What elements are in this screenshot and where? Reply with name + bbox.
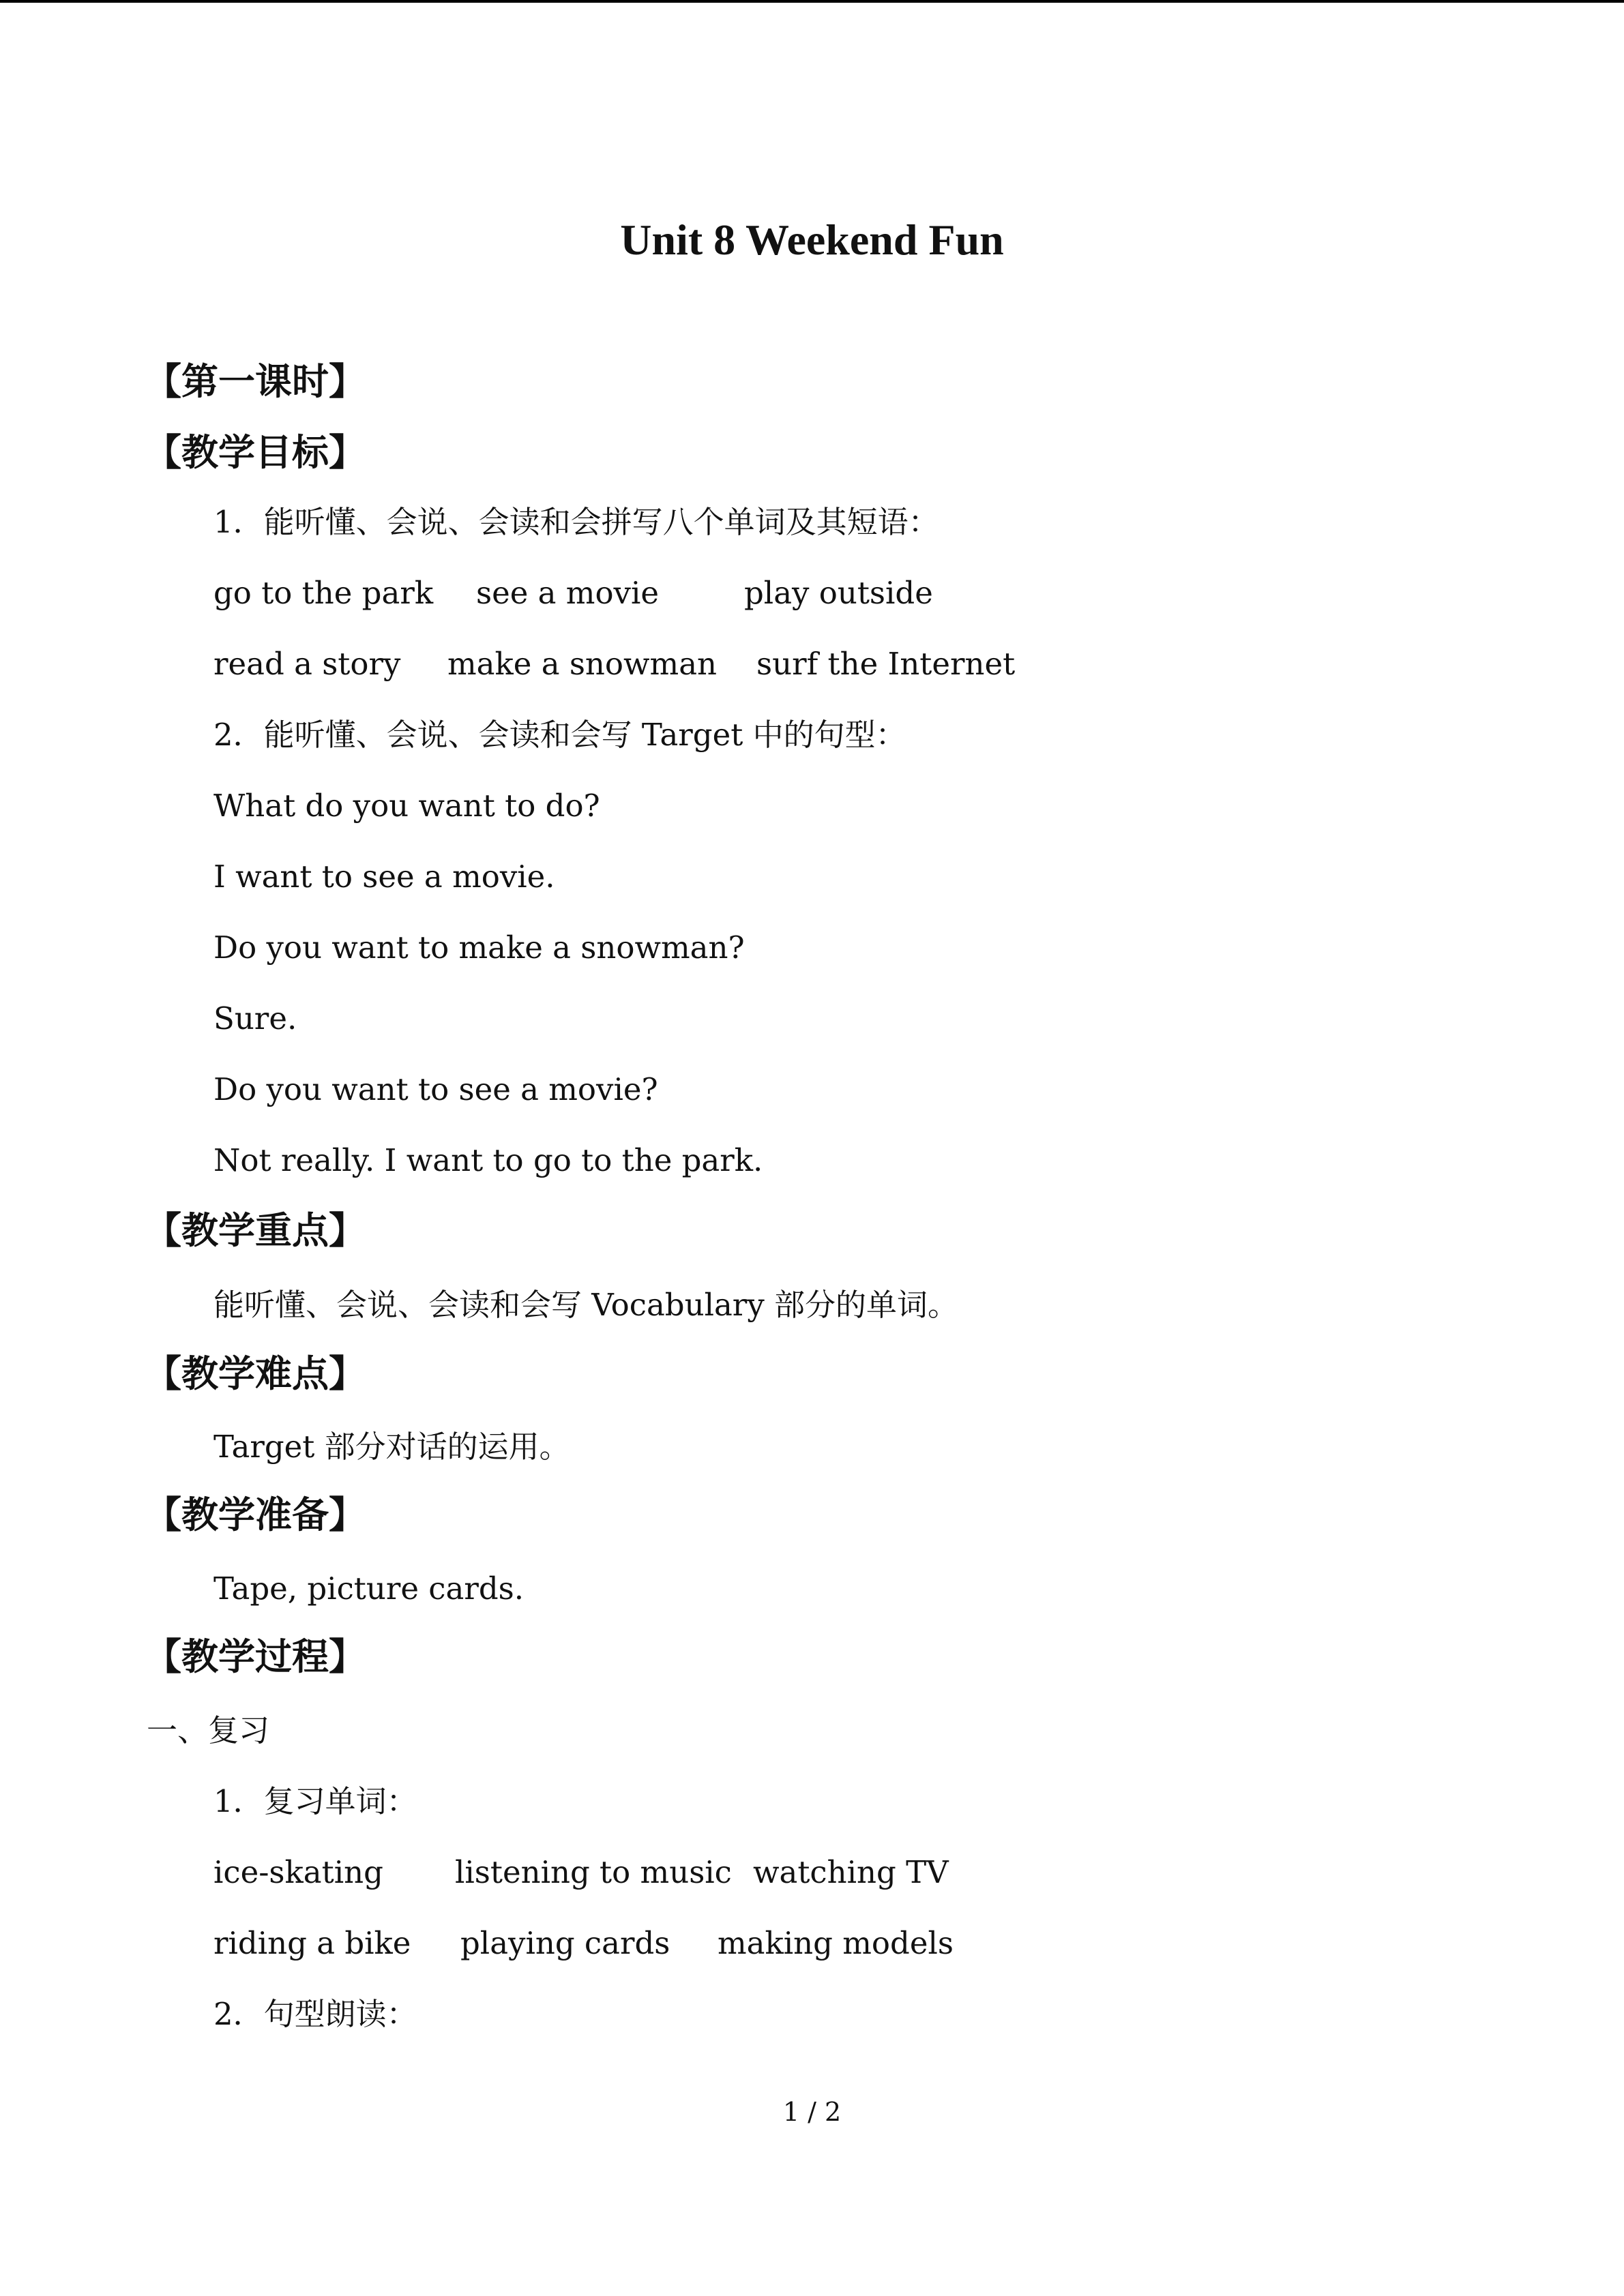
review-word: making models: [718, 1925, 954, 1961]
target-sentence: I want to see a movie.: [213, 859, 555, 895]
heading-preparation: 【教学准备】: [145, 1493, 366, 1536]
phrase: see a movie: [476, 575, 660, 611]
heading-lesson: 【第一课时】: [145, 360, 366, 403]
sentence-reading-label: 2．句型朗读：: [213, 1996, 417, 2032]
objective-item-1: 1．能听懂、会说、会读和会拼写八个单词及其短语：: [213, 504, 939, 540]
review-words-label: 1．复习单词：: [213, 1783, 417, 1819]
heading-key-points: 【教学重点】: [145, 1209, 366, 1252]
key-points-text: 能听懂、会说、会读和会写 Vocabulary 部分的单词。: [213, 1287, 959, 1323]
phrase: surf the Internet: [756, 646, 1016, 682]
phrase: read a story: [213, 646, 401, 682]
preparation-text: Tape, picture cards.: [213, 1570, 525, 1607]
review-word: playing cards: [460, 1925, 670, 1961]
target-sentence: Sure.: [213, 1000, 297, 1037]
phrase: make a snowman: [447, 646, 718, 682]
target-sentence: Do you want to see a movie?: [213, 1071, 658, 1107]
process-step-review: 一、复习: [147, 1712, 270, 1748]
phrase: play outside: [744, 575, 933, 611]
heading-process: 【教学过程】: [145, 1635, 366, 1678]
target-sentence: Not really. I want to go to the park.: [213, 1142, 763, 1178]
phrase: go to the park: [213, 575, 434, 611]
target-sentence: Do you want to make a snowman?: [213, 929, 745, 966]
review-word: listening to music: [455, 1854, 732, 1890]
review-word: watching TV: [753, 1854, 949, 1890]
objective-item-2: 2．能听懂、会说、会读和会写 Target 中的句型：: [213, 717, 906, 753]
heading-objectives: 【教学目标】: [145, 431, 366, 474]
difficulties-text: Target 部分对话的运用。: [213, 1429, 570, 1465]
review-word: riding a bike: [213, 1925, 411, 1961]
document-title: Unit 8 Weekend Fun: [620, 215, 1004, 264]
page-number: 1 / 2: [782, 2097, 842, 2127]
review-word: ice-skating: [213, 1854, 383, 1890]
target-sentence: What do you want to do?: [213, 788, 600, 824]
top-border: [0, 0, 1624, 3]
heading-difficulties: 【教学难点】: [145, 1352, 366, 1395]
